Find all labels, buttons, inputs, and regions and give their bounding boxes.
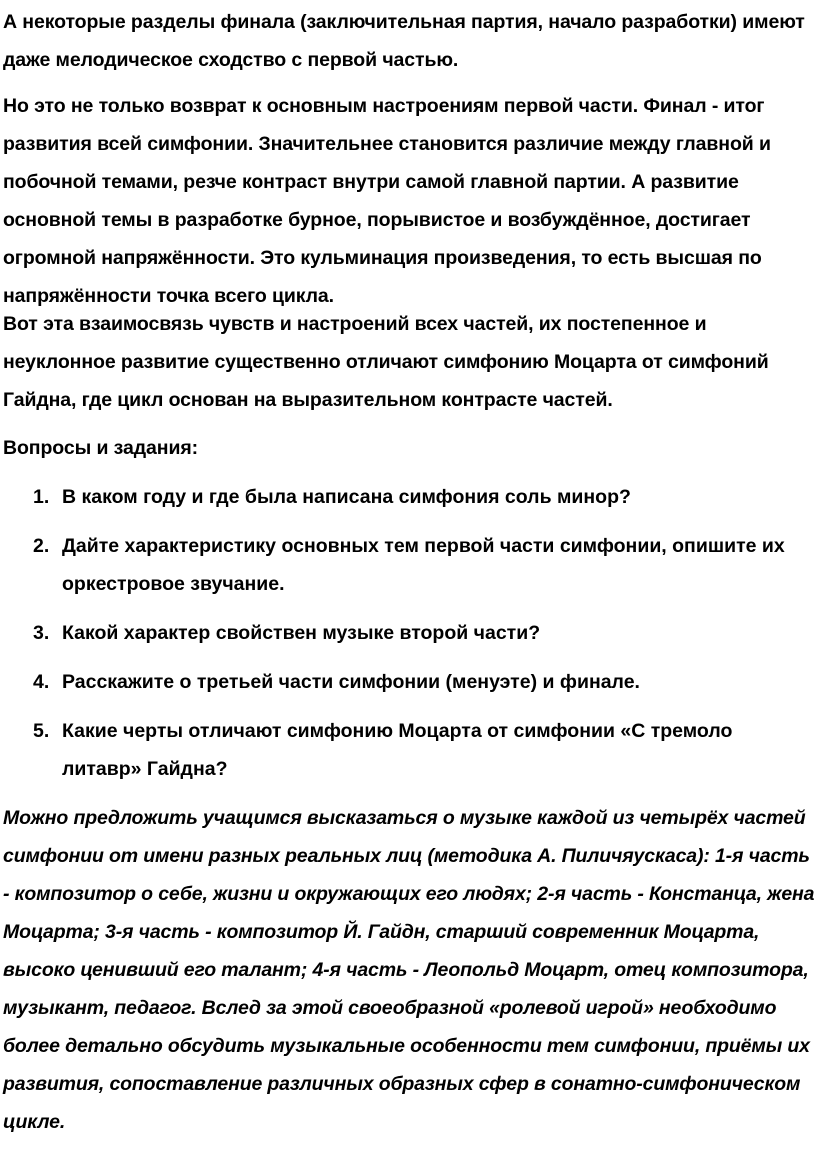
question-item [3,478,813,516]
question-item [3,614,813,652]
questions-list [3,478,813,799]
question-number: 2. [33,535,50,557]
questions-heading: Вопросы и задания: [3,437,198,459]
paragraph-finale-similarity: А некоторые разделы финала (заключительная партия, начало разработки) имеют даже мелодическое сходство с первой частью. [3,11,805,71]
question-text: Какие черты отличают симфонию Моцарта от симфонии «С тремоло литавр» Гайдна? [62,720,733,780]
question-text: Расскажите о третьей части симфонии (менуэте) и финале. [62,671,640,693]
question-text: Дайте характеристику основных тем первой части симфонии, опишите их оркестровое звучание. [62,535,785,595]
question-number: 1. [33,486,50,508]
question-text: Какой характер свойствен музыке второй части? [62,622,541,644]
methodology-note: Можно предложить учащимся высказаться о музыке каждой из четырёх частей симфонии от имени разных реальных лиц (методика А. Пиличяускаса): 1-я часть - композитор о себе, жизни и окружающих его людях; 2-я часть - Констанца, жена Моцарта; 3-я часть - композитор Й. Гайдн, старший современник Моцарта, высоко ценивший его талант; 4-я часть - Леопольд Моцарт, отец композитора, музыкант, педагог. Вслед за этой своеобразной «ролевой игрой» необходимо более детально обсудить музыкальные особенности тем симфонии, приёмы их развития, сопоставление различных образных сфер в сонатно-симфоническом цикле. [3,807,815,1133]
question-item [3,663,813,701]
question-text: В каком году и где была написана симфония соль минор? [62,486,631,508]
question-number: 4. [33,671,50,693]
question-item [3,712,813,788]
paragraph-mozart-haydn-comparison: Вот эта взаимосвязь чувств и настроений всех частей, их постепенное и неуклонное развитие существенно отличают симфонию Моцарта от симфоний Гайдна, где цикл основан на выразительном контрасте частей. [3,313,769,411]
question-number: 5. [33,720,50,742]
question-number: 3. [33,622,50,644]
paragraph-finale-summary: Но это не только возврат к основным настроениям первой части. Финал - итог развития всей симфонии. Значительнее становится различие между главной и побочной темами, резче контраст внутри самой главной партии. А развитие основной темы в разработке бурное, порывистое и возбуждённое, достигает огромной напряжённости. Это кульминация произведения, то есть высшая по напряжённости точка всего цикла. [3,95,771,307]
question-item [3,527,813,603]
